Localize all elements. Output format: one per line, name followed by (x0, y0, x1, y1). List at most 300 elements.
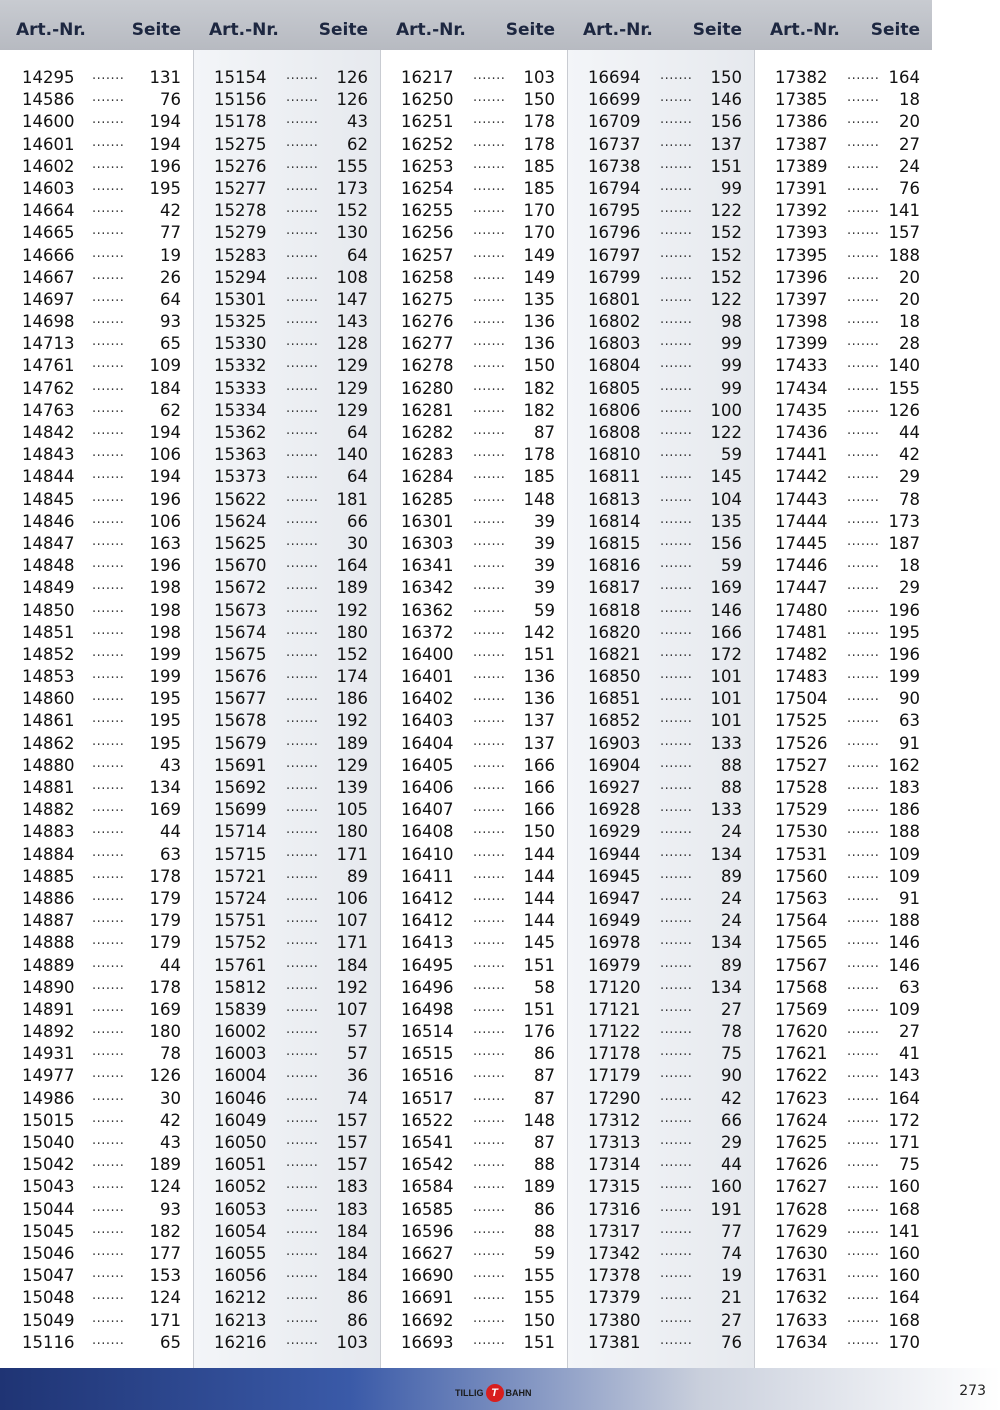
article-number: 16303 (401, 533, 454, 553)
page-reference: 101 (710, 689, 742, 709)
leader-dots: ....... (847, 134, 880, 150)
article-number: 16281 (401, 400, 454, 420)
article-number: 16541 (401, 1133, 454, 1152)
page-reference: 173 (336, 178, 368, 198)
leader-dots: ....... (847, 400, 880, 416)
page-reference: 195 (888, 622, 920, 642)
article-number: 16699 (588, 90, 641, 110)
article-number: 14885 (22, 866, 75, 886)
logo-text-left: TILLIG (455, 1388, 484, 1398)
table-row (381, 578, 567, 600)
table-row (381, 157, 567, 179)
leader-dots: ....... (847, 600, 880, 616)
article-number: 16250 (401, 90, 454, 110)
table-row (381, 290, 567, 312)
table-row (0, 179, 193, 201)
leader-dots: ....... (847, 267, 880, 283)
article-number: 16803 (588, 334, 641, 354)
table-row (0, 201, 193, 223)
article-number: 16404 (401, 733, 454, 753)
article-number: 16850 (588, 667, 641, 687)
page-reference: 177 (149, 1243, 181, 1263)
article-number: 16814 (588, 511, 641, 531)
table-row (755, 1333, 932, 1355)
table-row (568, 601, 754, 623)
page-reference: 128 (336, 334, 368, 354)
page-reference: 137 (523, 711, 555, 731)
leader-dots: ....... (660, 223, 693, 239)
article-number: 16821 (588, 644, 641, 664)
table-row (381, 667, 567, 689)
leader-dots: ....... (92, 1044, 125, 1060)
leader-dots: ....... (473, 755, 506, 771)
leader-dots: ....... (473, 911, 506, 927)
table-row (0, 423, 193, 445)
leader-dots: ....... (660, 1310, 693, 1326)
header-art-label: Art.-Nr. (770, 20, 840, 40)
page-reference: 88 (534, 1155, 555, 1175)
page-reference: 126 (149, 1066, 181, 1086)
leader-dots: ....... (473, 1066, 506, 1082)
leader-dots: ....... (847, 977, 880, 993)
table-row (755, 490, 932, 512)
page-reference: 64 (347, 245, 368, 265)
page-reference: 192 (336, 600, 368, 620)
article-number: 16255 (401, 201, 454, 221)
page-reference: 27 (721, 1310, 742, 1330)
article-number: 16852 (588, 711, 641, 731)
article-number: 16004 (214, 1066, 267, 1086)
leader-dots: ....... (286, 533, 319, 549)
article-number: 17433 (775, 356, 828, 376)
article-number: 14665 (22, 223, 75, 243)
leader-dots: ....... (473, 1110, 506, 1126)
leader-dots: ....... (286, 622, 319, 638)
table-row (194, 822, 380, 844)
leader-dots: ....... (473, 90, 506, 106)
table-row (568, 1089, 754, 1111)
article-number: 14602 (22, 156, 75, 176)
table-row (194, 956, 380, 978)
table-row (755, 135, 932, 157)
table-row (0, 1000, 193, 1022)
article-number: 17179 (588, 1066, 641, 1086)
table-row (568, 1311, 754, 1333)
page-reference: 76 (721, 1332, 742, 1352)
leader-dots: ....... (660, 1066, 693, 1082)
page-reference: 62 (160, 400, 181, 420)
leader-dots: ....... (847, 1221, 880, 1237)
page-reference: 87 (534, 1066, 555, 1086)
leader-dots: ....... (660, 68, 693, 83)
table-row (0, 1133, 193, 1155)
article-number: 16372 (401, 622, 454, 642)
leader-dots: ....... (847, 844, 880, 860)
table-row (755, 246, 932, 268)
page-reference: 179 (149, 933, 181, 953)
table-row (194, 734, 380, 756)
page-reference: 42 (160, 201, 181, 221)
leader-dots: ....... (847, 356, 880, 372)
page-reference: 100 (710, 400, 742, 420)
page-reference: 145 (710, 467, 742, 487)
page-reference: 148 (523, 489, 555, 509)
page-reference: 122 (710, 289, 742, 309)
article-number: 16584 (401, 1177, 454, 1197)
table-row (0, 157, 193, 179)
leader-dots: ....... (92, 156, 125, 172)
page-reference: 86 (347, 1310, 368, 1330)
leader-dots: ....... (286, 711, 319, 727)
page-reference: 198 (149, 622, 181, 642)
page-reference: 183 (336, 1177, 368, 1197)
table-row (755, 356, 932, 378)
table-row (194, 1177, 380, 1199)
article-number: 15279 (214, 223, 267, 243)
leader-dots: ....... (847, 1066, 880, 1082)
leader-dots: ....... (473, 112, 506, 128)
article-number: 14883 (22, 822, 75, 842)
article-number: 17392 (775, 201, 828, 221)
table-row (568, 179, 754, 201)
leader-dots: ....... (286, 644, 319, 660)
header-seite-label: Seite (318, 20, 368, 40)
leader-dots: ....... (286, 822, 319, 838)
page-reference: 77 (721, 1221, 742, 1241)
page-reference: 189 (336, 578, 368, 598)
article-number: 17393 (775, 223, 828, 243)
table-row (381, 112, 567, 134)
article-number: 17624 (775, 1110, 828, 1130)
article-number: 17391 (775, 178, 828, 198)
leader-dots: ....... (286, 1199, 319, 1215)
article-number: 14600 (22, 112, 75, 132)
leader-dots: ....... (92, 356, 125, 372)
table-row (568, 68, 754, 90)
page-reference: 129 (336, 755, 368, 775)
article-number: 15672 (214, 578, 267, 598)
article-number: 14888 (22, 933, 75, 953)
leader-dots: ....... (92, 1133, 125, 1148)
table-row (0, 1200, 193, 1222)
leader-dots: ....... (286, 423, 319, 438)
table-row (194, 90, 380, 112)
leader-dots: ....... (473, 600, 506, 616)
article-number: 14667 (22, 267, 75, 287)
page-reference: 126 (888, 400, 920, 420)
leader-dots: ....... (660, 1088, 693, 1104)
leader-dots: ....... (286, 112, 319, 128)
leader-dots: ....... (660, 511, 693, 527)
leader-dots: ....... (473, 1088, 506, 1104)
page-reference: 146 (710, 90, 742, 110)
leader-dots: ....... (92, 511, 125, 527)
leader-dots: ....... (473, 733, 506, 749)
leader-dots: ....... (473, 223, 506, 239)
page-reference: 106 (336, 888, 368, 908)
leader-dots: ....... (473, 1332, 506, 1348)
table-row (381, 1133, 567, 1155)
article-number: 16514 (401, 1022, 454, 1042)
page-reference: 185 (523, 467, 555, 487)
table-row (381, 445, 567, 467)
table-row (755, 1022, 932, 1044)
page-reference: 57 (347, 1044, 368, 1064)
article-number: 14848 (22, 556, 75, 576)
leader-dots: ....... (660, 755, 693, 771)
page-reference: 198 (149, 600, 181, 620)
page-reference: 64 (347, 423, 368, 442)
leader-dots: ....... (660, 312, 693, 328)
table-row (0, 68, 193, 90)
table-row (0, 223, 193, 245)
page-reference: 179 (149, 911, 181, 931)
article-number: 15363 (214, 445, 267, 465)
leader-dots: ....... (847, 778, 880, 793)
leader-dots: ....... (847, 755, 880, 771)
article-number: 16949 (588, 911, 641, 931)
page-reference: 89 (721, 955, 742, 975)
leader-dots: ....... (92, 112, 125, 128)
leader-dots: ....... (847, 489, 880, 505)
leader-dots: ....... (92, 800, 125, 816)
leader-dots: ....... (847, 1310, 880, 1326)
article-number: 16927 (588, 778, 641, 797)
table-row (755, 1177, 932, 1199)
page-reference: 189 (149, 1155, 181, 1175)
leader-dots: ....... (92, 822, 125, 838)
page-reference: 30 (347, 533, 368, 553)
table-row (0, 800, 193, 822)
table-row (755, 734, 932, 756)
leader-dots: ....... (286, 556, 319, 572)
leader-dots: ....... (847, 1177, 880, 1193)
article-number: 17530 (775, 822, 828, 842)
page-reference: 103 (336, 1332, 368, 1352)
article-number: 16275 (401, 289, 454, 309)
leader-dots: ....... (660, 533, 693, 549)
article-number: 17382 (775, 68, 828, 87)
article-number: 16217 (401, 68, 454, 87)
article-number: 14977 (22, 1066, 75, 1086)
table-row (0, 467, 193, 489)
leader-dots: ....... (286, 933, 319, 949)
page-reference: 91 (899, 733, 920, 753)
leader-dots: ....... (473, 689, 506, 705)
page-reference: 137 (523, 733, 555, 753)
page-reference: 144 (523, 911, 555, 931)
leader-dots: ....... (473, 289, 506, 305)
page-reference: 76 (899, 178, 920, 198)
table-row (755, 1266, 932, 1288)
table-row (755, 312, 932, 334)
page-reference: 195 (149, 689, 181, 709)
article-number: 15015 (22, 1110, 75, 1130)
table-row (568, 401, 754, 423)
leader-dots: ....... (92, 378, 125, 394)
header-art-label: Art.-Nr. (16, 20, 86, 40)
article-number: 16903 (588, 733, 641, 753)
index-column-1 (0, 50, 193, 1368)
page-reference: 196 (149, 489, 181, 509)
article-number: 17178 (588, 1044, 641, 1064)
leader-dots: ....... (847, 644, 880, 660)
leader-dots: ....... (286, 1066, 319, 1082)
article-number: 16813 (588, 489, 641, 509)
table-row (568, 623, 754, 645)
page-reference: 122 (710, 423, 742, 442)
table-row (0, 356, 193, 378)
page-reference: 187 (888, 533, 920, 553)
article-number: 15812 (214, 977, 267, 997)
leader-dots: ....... (92, 1288, 125, 1304)
table-row (0, 534, 193, 556)
table-row (568, 1066, 754, 1088)
leader-dots: ....... (847, 866, 880, 882)
article-number: 16403 (401, 711, 454, 731)
leader-dots: ....... (286, 800, 319, 816)
leader-dots: ....... (92, 644, 125, 660)
table-row (194, 689, 380, 711)
header-col (380, 0, 567, 50)
page-reference: 122 (710, 201, 742, 221)
article-number: 14882 (22, 800, 75, 820)
article-number: 14698 (22, 312, 75, 332)
article-number: 15276 (214, 156, 267, 176)
article-number: 15673 (214, 600, 267, 620)
table-row (194, 112, 380, 134)
leader-dots: ....... (660, 178, 693, 194)
table-row (381, 1111, 567, 1133)
article-number: 15043 (22, 1177, 75, 1197)
page-reference: 150 (523, 822, 555, 842)
table-row (568, 534, 754, 556)
table-row (0, 667, 193, 689)
page-reference: 166 (523, 778, 555, 797)
page-reference: 195 (149, 178, 181, 198)
table-row (194, 223, 380, 245)
page-reference: 43 (347, 112, 368, 132)
page-reference: 59 (534, 1243, 555, 1263)
page-reference: 137 (710, 134, 742, 154)
table-row (381, 268, 567, 290)
article-number: 16811 (588, 467, 641, 487)
page-reference: 18 (899, 90, 920, 110)
leader-dots: ....... (847, 112, 880, 128)
page-reference: 157 (336, 1133, 368, 1152)
leader-dots: ....... (660, 1110, 693, 1126)
table-row (568, 135, 754, 157)
leader-dots: ....... (847, 1110, 880, 1126)
page-reference: 126 (336, 68, 368, 87)
page-reference: 196 (149, 556, 181, 576)
article-number: 16522 (401, 1110, 454, 1130)
leader-dots: ....... (286, 1310, 319, 1326)
table-row (755, 467, 932, 489)
leader-dots: ....... (847, 289, 880, 305)
article-number: 15692 (214, 778, 267, 797)
leader-dots: ....... (473, 644, 506, 660)
table-row (568, 423, 754, 445)
page-reference: 179 (149, 888, 181, 908)
article-number: 15045 (22, 1221, 75, 1241)
leader-dots: ....... (473, 1155, 506, 1171)
article-number: 15622 (214, 489, 267, 509)
article-number: 16412 (401, 888, 454, 908)
article-number: 16411 (401, 866, 454, 886)
page-reference: 78 (160, 1044, 181, 1064)
leader-dots: ....... (473, 1177, 506, 1193)
page-reference: 166 (523, 755, 555, 775)
article-number: 16301 (401, 511, 454, 531)
article-number: 17386 (775, 112, 828, 132)
table-row (194, 667, 380, 689)
page-reference: 164 (336, 556, 368, 576)
leader-dots: ....... (847, 156, 880, 172)
leader-dots: ....... (660, 467, 693, 483)
page-reference: 18 (899, 556, 920, 576)
article-number: 16806 (588, 400, 641, 420)
article-number: 15154 (214, 68, 267, 87)
leader-dots: ....... (92, 533, 125, 549)
table-row (568, 201, 754, 223)
table-row (381, 1177, 567, 1199)
leader-dots: ....... (473, 1022, 506, 1038)
table-row (568, 711, 754, 733)
article-number: 15699 (214, 800, 267, 820)
leader-dots: ....... (660, 644, 693, 660)
table-row (381, 1266, 567, 1288)
article-number: 17313 (588, 1133, 641, 1152)
article-number: 16737 (588, 134, 641, 154)
article-number: 15333 (214, 378, 267, 398)
leader-dots: ....... (847, 1332, 880, 1348)
page-reference: 44 (160, 822, 181, 842)
page-reference: 155 (523, 1288, 555, 1308)
leader-dots: ....... (286, 1332, 319, 1348)
page-reference: 75 (899, 1155, 920, 1175)
leader-dots: ....... (660, 600, 693, 616)
leader-dots: ....... (286, 911, 319, 927)
article-number: 15277 (214, 178, 267, 198)
leader-dots: ....... (286, 955, 319, 971)
table-row (755, 867, 932, 889)
article-number: 15625 (214, 533, 267, 553)
table-row (755, 534, 932, 556)
leader-dots: ....... (286, 578, 319, 594)
page-reference: 134 (149, 778, 181, 797)
article-number: 14860 (22, 689, 75, 709)
article-number: 15715 (214, 844, 267, 864)
article-number: 16945 (588, 866, 641, 886)
page-reference: 148 (523, 1110, 555, 1130)
table-row (755, 933, 932, 955)
leader-dots: ....... (92, 267, 125, 283)
page-reference: 181 (336, 489, 368, 509)
article-number: 15275 (214, 134, 267, 154)
leader-dots: ....... (92, 733, 125, 749)
table-row (194, 534, 380, 556)
table-row (194, 356, 380, 378)
table-row (381, 623, 567, 645)
article-number: 16278 (401, 356, 454, 376)
page-reference: 144 (523, 844, 555, 864)
page-reference: 183 (888, 778, 920, 797)
page-reference: 152 (336, 201, 368, 221)
page-reference: 182 (149, 1221, 181, 1241)
table-row (755, 1066, 932, 1088)
page-reference: 131 (149, 68, 181, 87)
